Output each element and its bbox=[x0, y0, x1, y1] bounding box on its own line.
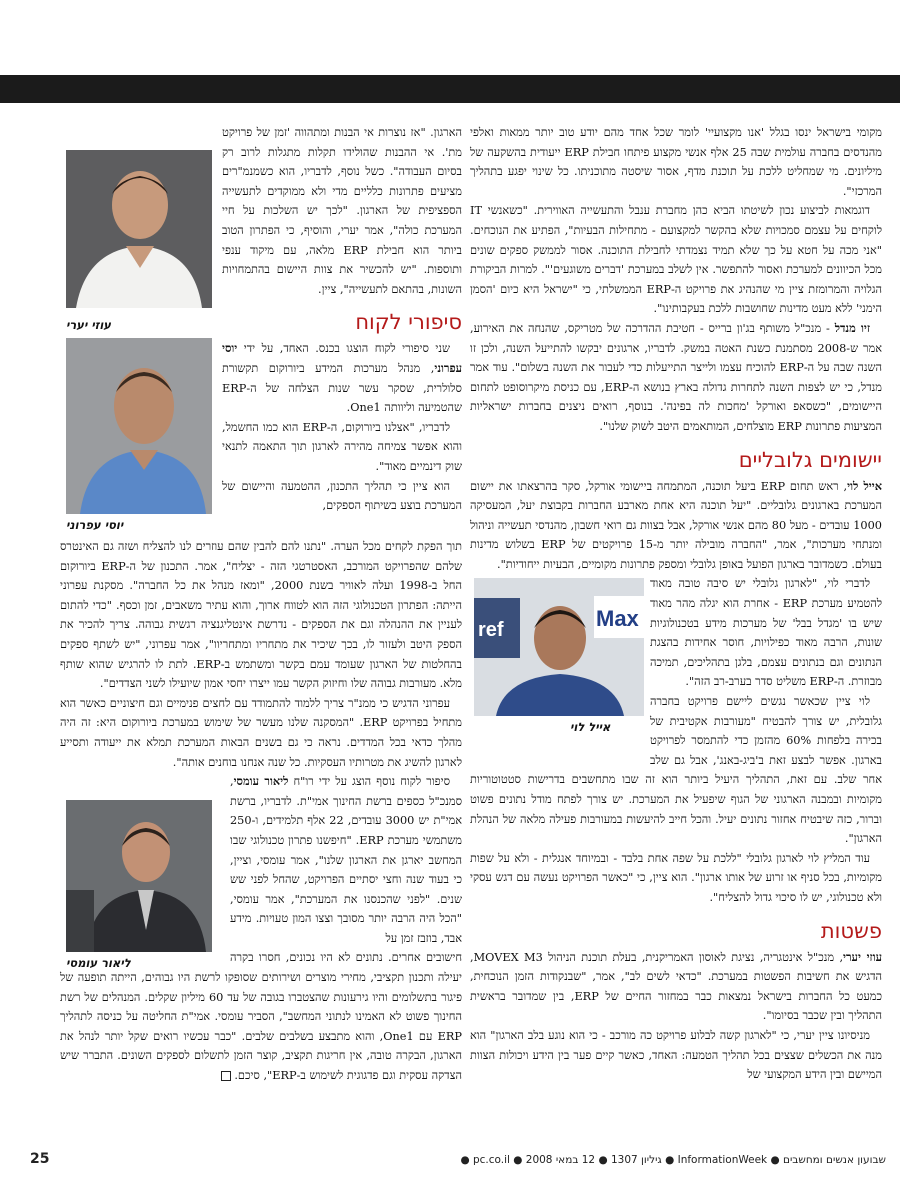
middle-column bbox=[222, 123, 462, 516]
page-footer bbox=[30, 1149, 886, 1173]
paragraph: הארגון. "אז נוצרות אי הבנות ומתהווה 'זמן של פרויקט מת'. אי ההבנות שהולידו תקלות מתגלות לרוב רק בסיום העבודה". כשל נוסף, לדבריו, הוא כשמנמ"רים מציעים פתרונות כלליים מדי ולא ממוקדים לתעשייה הספציפית של הארגון. "לכך יש השלכות על חיי המערכת כולה", אמר יערי, והוסיף, כי הפתרון הטוב ביותר הוא חבילת ERP מלאה, עם מיקוד ענפי ותוספות. "יש להכשיר את צוות היישום בהתמחויות השונות, בהתאם לתעשייה", ציין. bbox=[222, 126, 462, 296]
caption-eyal: אייל לוי bbox=[570, 720, 611, 734]
paragraph: שני סיפורי לקוח הוצגו בכנס. האחד, על ידי יוסי עפרוני, מנהל מערכות המידע ביורוקום תקשורת סלולרית, שסקר עשר שנות הצלחה של ה-ERP שהטמיעה וליוותה One1. bbox=[222, 341, 462, 415]
top-bar bbox=[0, 75, 900, 103]
photo-yossi-ofroni bbox=[66, 338, 212, 514]
photo-eyal-levi bbox=[474, 578, 644, 716]
paragraph: חישובים אחרים. נתונים לא היו נכונים, חסרו בקרה יעילה ותכנון תקציבי, מחירי מוצרים ושירותים שסופקו לרשת היו גבוהים, הייתה תופעה של פיגור בתשלומים והיו גירעונות שהצטברו בגובה של עד 60 מיליון שקלים. המנהלים של רשת החינוך פשוט לא האמינו לנתוני המחשב", הסביר עומסי. אמי"ת החליטה על כניסה לתהליך ERP עם One1, והוא מתבצע בשלבים שלבים. "כבר עכשיו רואים שקל יותר לנהל את הארגון, הבקרה טובה, אין חריגות תקציב, קוצר הזמן לתשלום לספקים השונים. התברר שיש הצדקה עסקית וגם פדגוגית לשימוש ב-ERP", סיכם. bbox=[60, 951, 463, 1083]
section-heading: יישומים גלובליים bbox=[738, 447, 882, 472]
photo-lior-omesi bbox=[66, 800, 212, 952]
paragraph: לדבריו, "אצלנו ביורוקום, ה-ERP הוא כמו החשמל, והוא אפשר צמיחה מהירה לארגון תוך התאמה לתנאי שוק דינמיים מאוד". bbox=[222, 420, 462, 473]
paragraph: לדברי לוי, "לארגון גלובלי יש סיבה טובה מאוד להטמיע מערכת ERP - אחרת הוא יגלה מהר מאוד שיש בו 'מגדל בבל' של מערכות מידע בטכנולוגיות שונות, הרבה מאוד כפילויות, חוסר אחידות בהצגת הנתונים וגם בנתונים עצמם, בלגן בתהליכים, תמיכה מבוזרת. ה-ERP משליט סדר בערב-רב הזה". bbox=[650, 577, 883, 689]
end-square-icon bbox=[221, 1071, 231, 1081]
section-heading: פשטות bbox=[820, 918, 882, 943]
caption-uzi: עוזי יערי bbox=[66, 318, 111, 332]
paragraph: תוך הפקת לקחים מכל הערה. "נתנו להם להבין שהם עוזרים לנו להצליח ושזה גם האינטרס שלהם שהפרויקט המורכב, האסטרטגי הזה - יצליח", אמר. התכנון של ה-ERP ביורוקום החל ב-1998 ועלה לאוויר בשנת 2000, "ומאז מנהל את כל החברה". מסקנת עפרוני הייתה: הפתרון הטכנולוגי הזה הוא לטווח ארוך, והוא עתיר משאבים, זמן וכסף. "כדי להתום לעניין את ההנהלה וגם את הספקים - נדרשת אינטליגנציה רגשית גבוהה. צריך להכיר את הספק היטב ולעזור לו, בכך שיכיר את מתחריו ומתחריוו", אמר עפרוני, "יש לשתף ספקים בהחלטות של הארגון שעומד עמם בקשר ומשתמש ב-ERP. לתת לו להרגיש שהוא שותף מלא. מעורבות גבוהה שלו וחיזוק הקשר עמו ייצרו יחסי אמון שיועילו לשני הצדדים". bbox=[60, 540, 462, 691]
speaker-name: זיו מנדל bbox=[834, 320, 870, 335]
paragraph: דוגמאות לביצוע נכון לשיטתו הביא כהן מחברת ענבל והתעשייה האווירית. "כשאנשי IT לוקחים על עצמם סמכויות שלא בהקשר למקצועם - מתחילות הבעיות", הפתיע את הנוכחים. "אני מכה על חטא על כך שלא תמיד נצמדתי לחבילת התוכנה. אסור לממשק ספקים שונים מכל הכיוונים למערכת ואסור להתפשר. אין לשלב במערכת 'דברים משוגעים'". למרות הביקורת הגלויה והמרומזת ציין מי שהנהיג את פרויקט ה-ERP הממשלתי, כי "ישראל היא כיום 'הסמן הימני' ללא מעט מדינות שחושבות ללכת בעקבותינו". bbox=[470, 204, 883, 316]
caption-yossi: יוסי עפרוני bbox=[66, 518, 124, 532]
paragraph: מניסיונו ציין יערי, כי "לארגון קשה לבלוע פרויקט כה מורכב - כי הוא נוגע בלב הארגון" הוא מנה את הכשלים שצצים בכל תהליך הטמעה: האחד, כאשר קיים פער בין הידע ויכולות הצוות המיישם ובין הידע המקצועי של bbox=[470, 1028, 882, 1082]
svg-text:ref: ref bbox=[478, 619, 504, 641]
caption-lior: ליאור עומסי bbox=[66, 956, 131, 970]
paragraph: סיפור לקוח נוסף הוצג על ידי רו"ח ליאור עומסי, סמנכ"ל כספים ברשת החינוך אמי"ת. לדבריו, ברשת אמי"ת יש 3000 עובדים, 22 אלף תלמידים, ו-250 משתמשי מערכת ERP. "חיפשנו פתרון טכנולוגי שבו המחשב יארגן את הארגון שלנו", אמר עומסי, וציין, כי בעוד שנה וחצי יסתיים הפרויקט, שהחל לפני שש שנים. "לפני שהכנסנו את המערכת", אמר עומסי, "הכל היה הרבה יותר מסובך וצצו המון טעויות. מידע אבד, בוזבז זמן על bbox=[230, 774, 463, 945]
page-number: 25 bbox=[30, 1151, 50, 1167]
paragraph: לוי ציין שכאשר נגשים ליישם פרויקט בחברה גלובלית, יש צורך להבטיח "מעורבות אקטיבית של בכירה בלפחות 60% מהזמן כדי להתמסר לפרויקט בארגון. אפשר לבצע זאת ב'ביג-באנג', אבל גם שלב אחר שלב. עם זאת, התהליך היעיל ביותר הוא זה שבו מתחשבים בדרישות סטטוטוריות מקומיות ובמבנה הארגוני של הגוף שיפעיל את המערכת. יש צורך לפתח מודל נתונים פשוט וברור, כזה שיבטיח אחזור נתונים יעיל. והכל חייב להיעשות במעורבות פעילה מלאה של הנהלת הארגון". bbox=[470, 695, 882, 846]
paragraph: הוא ציין כי תהליך התכנון, ההטמעה והיישום של המערכת בוצע בשיתוף הספקים, bbox=[222, 479, 462, 513]
speaker-name: יוסי עפרוני bbox=[222, 341, 462, 375]
photo-uzi-yaari bbox=[66, 150, 212, 308]
speaker-name: עוזי יערי bbox=[843, 949, 882, 964]
paragraph: עפרוני הדגיש כי ממנ"ר צריך ללמוד להתמודד עם לחצים פנימיים וגם חיצוניים כאשר הוא מתחיל בפרויקט ERP. "המסקנה שלנו מעשר של שימוש במערכת ביורוקום היא: זה היה מהלך כדאי בכל המדדים. נראה כי גם בשנים הבאות המערכת תמלא את ייעודה ותסייע לארגון להשיג את מטרותיו העסקיות. כל שנה אנחנו בוחנים אותה". bbox=[60, 696, 462, 769]
paragraph: עוזי יערי, מנכ"ל אינטגריה, נציגת לאוסון האמריקנית, בעלת תוכנת הניהול MOVEX M3, הדגיש את חשיבות הפשטות במערכת. "כדאי לשים לב", אמר, "שבנקודות הזמן הנוכחית, כמעט כל החברות בישראל נמצאות כבר במחזור החיים של ERP, בין שמדובר בראשית התהליך ובין שכבר בסיומו". bbox=[470, 949, 882, 1023]
section-heading: סיפורי לקוח bbox=[355, 310, 462, 335]
paragraph: מקומי בישראל ינסו בגלל 'אנו מקצועיי' לומר שכל אחד מהם יודע טוב יותר ממאות ואלפי מהנדסים בחברה עולמית שבה 25 אלף אנשי מקצוע פיתחו חבילת ERP ייעודית בהשקעה של מיליונים. מי שמחליט ללכת על תוכנת מדף, אסור שיסטה מתוכניתו. כל שינוי יפגע בתהליך המרכזי". bbox=[470, 126, 882, 198]
footer-text: שבועון אנשים ומחשבים ● InformationWeek ● גיליון 1307 ● 12 במאי 2008 ● pc.co.il ● bbox=[460, 1154, 886, 1166]
paragraph: זיו מנדל - מנכ"ל משותף בג'ון ברייס - חטיבת ההדרכה של מטריקס, שהנחה את האירוע, אמר ש-2008 מסתמנת כשנת האטה במשק. לדבריו, ארגונים יבקשו להתייעל השנה, ולכן זו השנה שבה על ה-ERP להוכיח עצמו ולייצר התייעלות כדי לעבור את השנה בשלום". עוד אמר מנדל, כי יש לצפות השנה לתחרות גדולה בארץ בנושא ה-ERP, עם כניסת מיקרוסופט לתחום היישומים, "כשסאפ ואורקל 'מחכות לה בפינה'. בנוסף, רואים ניצנים בחברות ישראליות המציעות פתרונות ERP מוצלחים, המותאמים היטב לשוק שלנו". bbox=[470, 320, 883, 433]
paragraph: אייל לוי, ראש תחום ERP ביעל תוכנה, המתמחה ביישומי אורקל, סקר בהרצאתו את יישום המערכת בארגונים גלובליים. "יעל תוכנה היא אחת מארבע החברות בקבוצת יעל, המעסיקה 1000 עובדים - מעל 80 מהם אנשי אורקל, אבל בצוות גם רואי חשבון, מהנדסי תעשייה וניהול ומנתחי מערכות", אמר, "החברה מובילה יותר מ-15 פרויקטים של ERP בשלוש מדינות בעולם. כשמדובר בארגון הפועל באופן גלובלי ומספק פתרונות מקומיים, הבעיות ייחודיות". bbox=[470, 478, 882, 571]
speaker-name: ליאור עומסי bbox=[233, 774, 289, 789]
speaker-name: אייל לוי bbox=[847, 478, 882, 493]
max-logo-text: Max bbox=[596, 606, 639, 631]
paragraph: עוד המליץ לוי לארגון גלובלי "ללכת על שפה אחת בלבד - ובמיוחד אנגלית - ולא על שפות מקומיות, בכל סניף או זרוע של אותו ארגון". הוא ציין, כי "כאשר הפרויקט נעשה עם דגש עסקי ולא טכנולוגי, יש לו סיכוי גדול להצליח". bbox=[470, 851, 882, 904]
